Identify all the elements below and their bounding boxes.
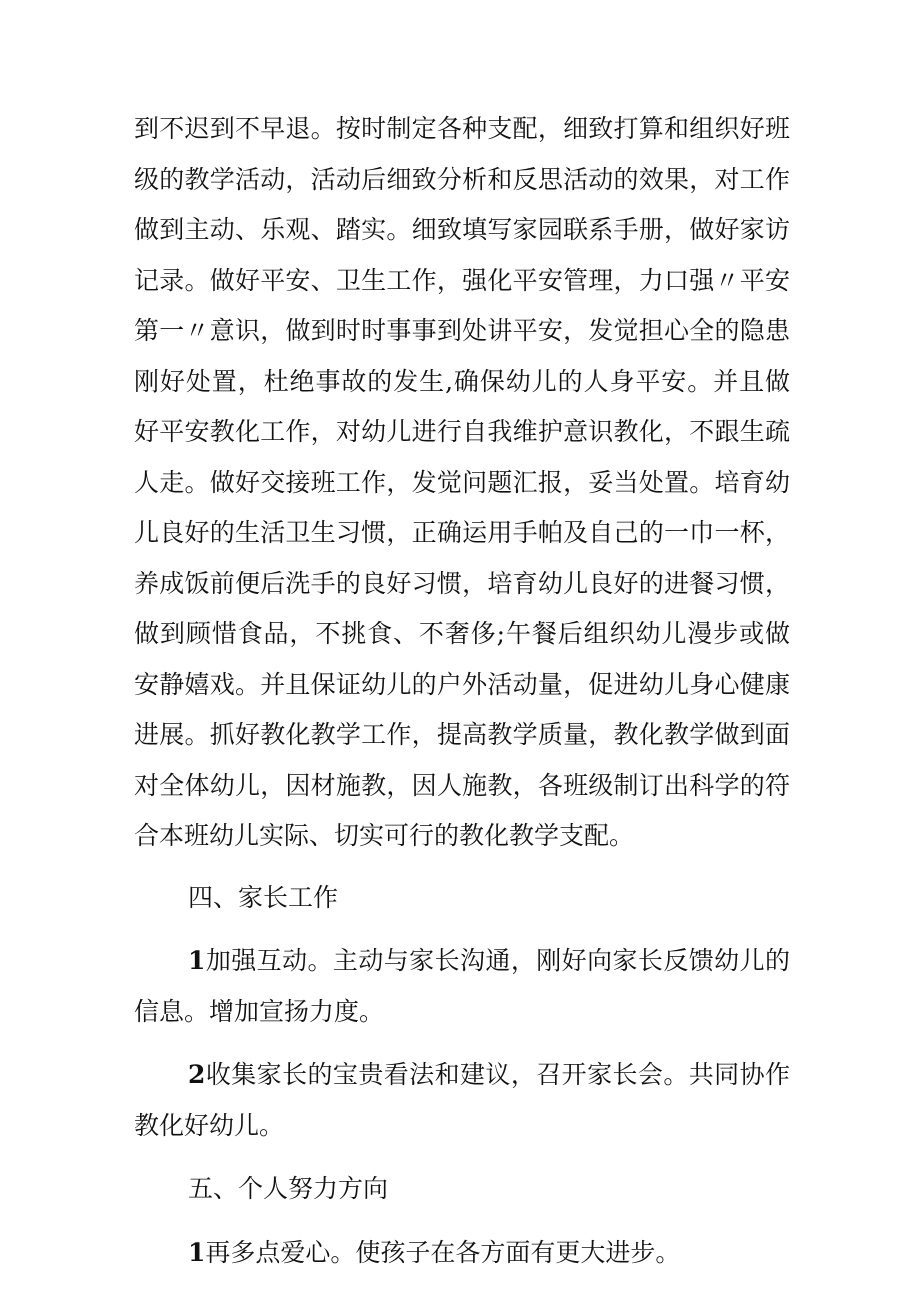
list-item-parent-1 <box>134 936 790 1037</box>
list-item-parent-2 <box>134 1050 790 1151</box>
list-item-personal-1 <box>134 1228 790 1279</box>
item-text: 收集家长的宝贵看法和建议，召开家长会。共同协作教化好幼儿。 <box>134 1060 790 1140</box>
item-number: 2 <box>188 1060 206 1089</box>
heading-parent-work: 四、家长工作 <box>188 882 339 912</box>
document-body <box>134 104 790 1291</box>
item-text: 加强互动。主动与家长沟通，刚好向家长反馈幼儿的信息。增加宣扬力度。 <box>134 946 790 1026</box>
item-number: 1 <box>188 1237 206 1267</box>
paragraph-daily-work: 到不迟到不早退。按时制定各种支配，细致打算和组织好班级的教学活动，活动后细致分析和反思活动的效果，对工作做到主动、乐观、踏实。细致填写家园联系手册，做好家访记录。做好平安、卫生工作，强化平安管理，力口强〃平安第一〃意识，做到时时事事到处讲平安，发觉担心全的隐患刚好处置，杜绝事故的发生,确保幼儿的人身平安。并且做好平安教化工作，对幼儿进行自我维护意识教化，不跟生疏人走。做好交接班工作，发觉问题汇报，妥当处置。培育幼儿良好的生活卫生习惯，正确运用手帕及自己的一巾一杯，养成饭前便后洗手的良好习惯，培育幼儿良好的进餐习惯，做到顾惜食品，不挑食、不奢侈;午餐后组织幼儿漫步或做安静嬉戏。并且保证幼儿的户外活动量，促进幼儿身心健康进展。抓好教化教学工作，提高教学质量，教化教学做到面对全体幼儿，因材施教，因人施教，各班级制订出科学的符合本班幼儿实际、切实可行的教化教学支配。 <box>134 114 790 850</box>
item-text: 再多点爱心。使孩子在各方面有更大进步。 <box>205 1237 681 1267</box>
heading-personal-direction: 五、个人努力方向 <box>188 1174 389 1203</box>
item-number: 1 <box>188 946 206 975</box>
